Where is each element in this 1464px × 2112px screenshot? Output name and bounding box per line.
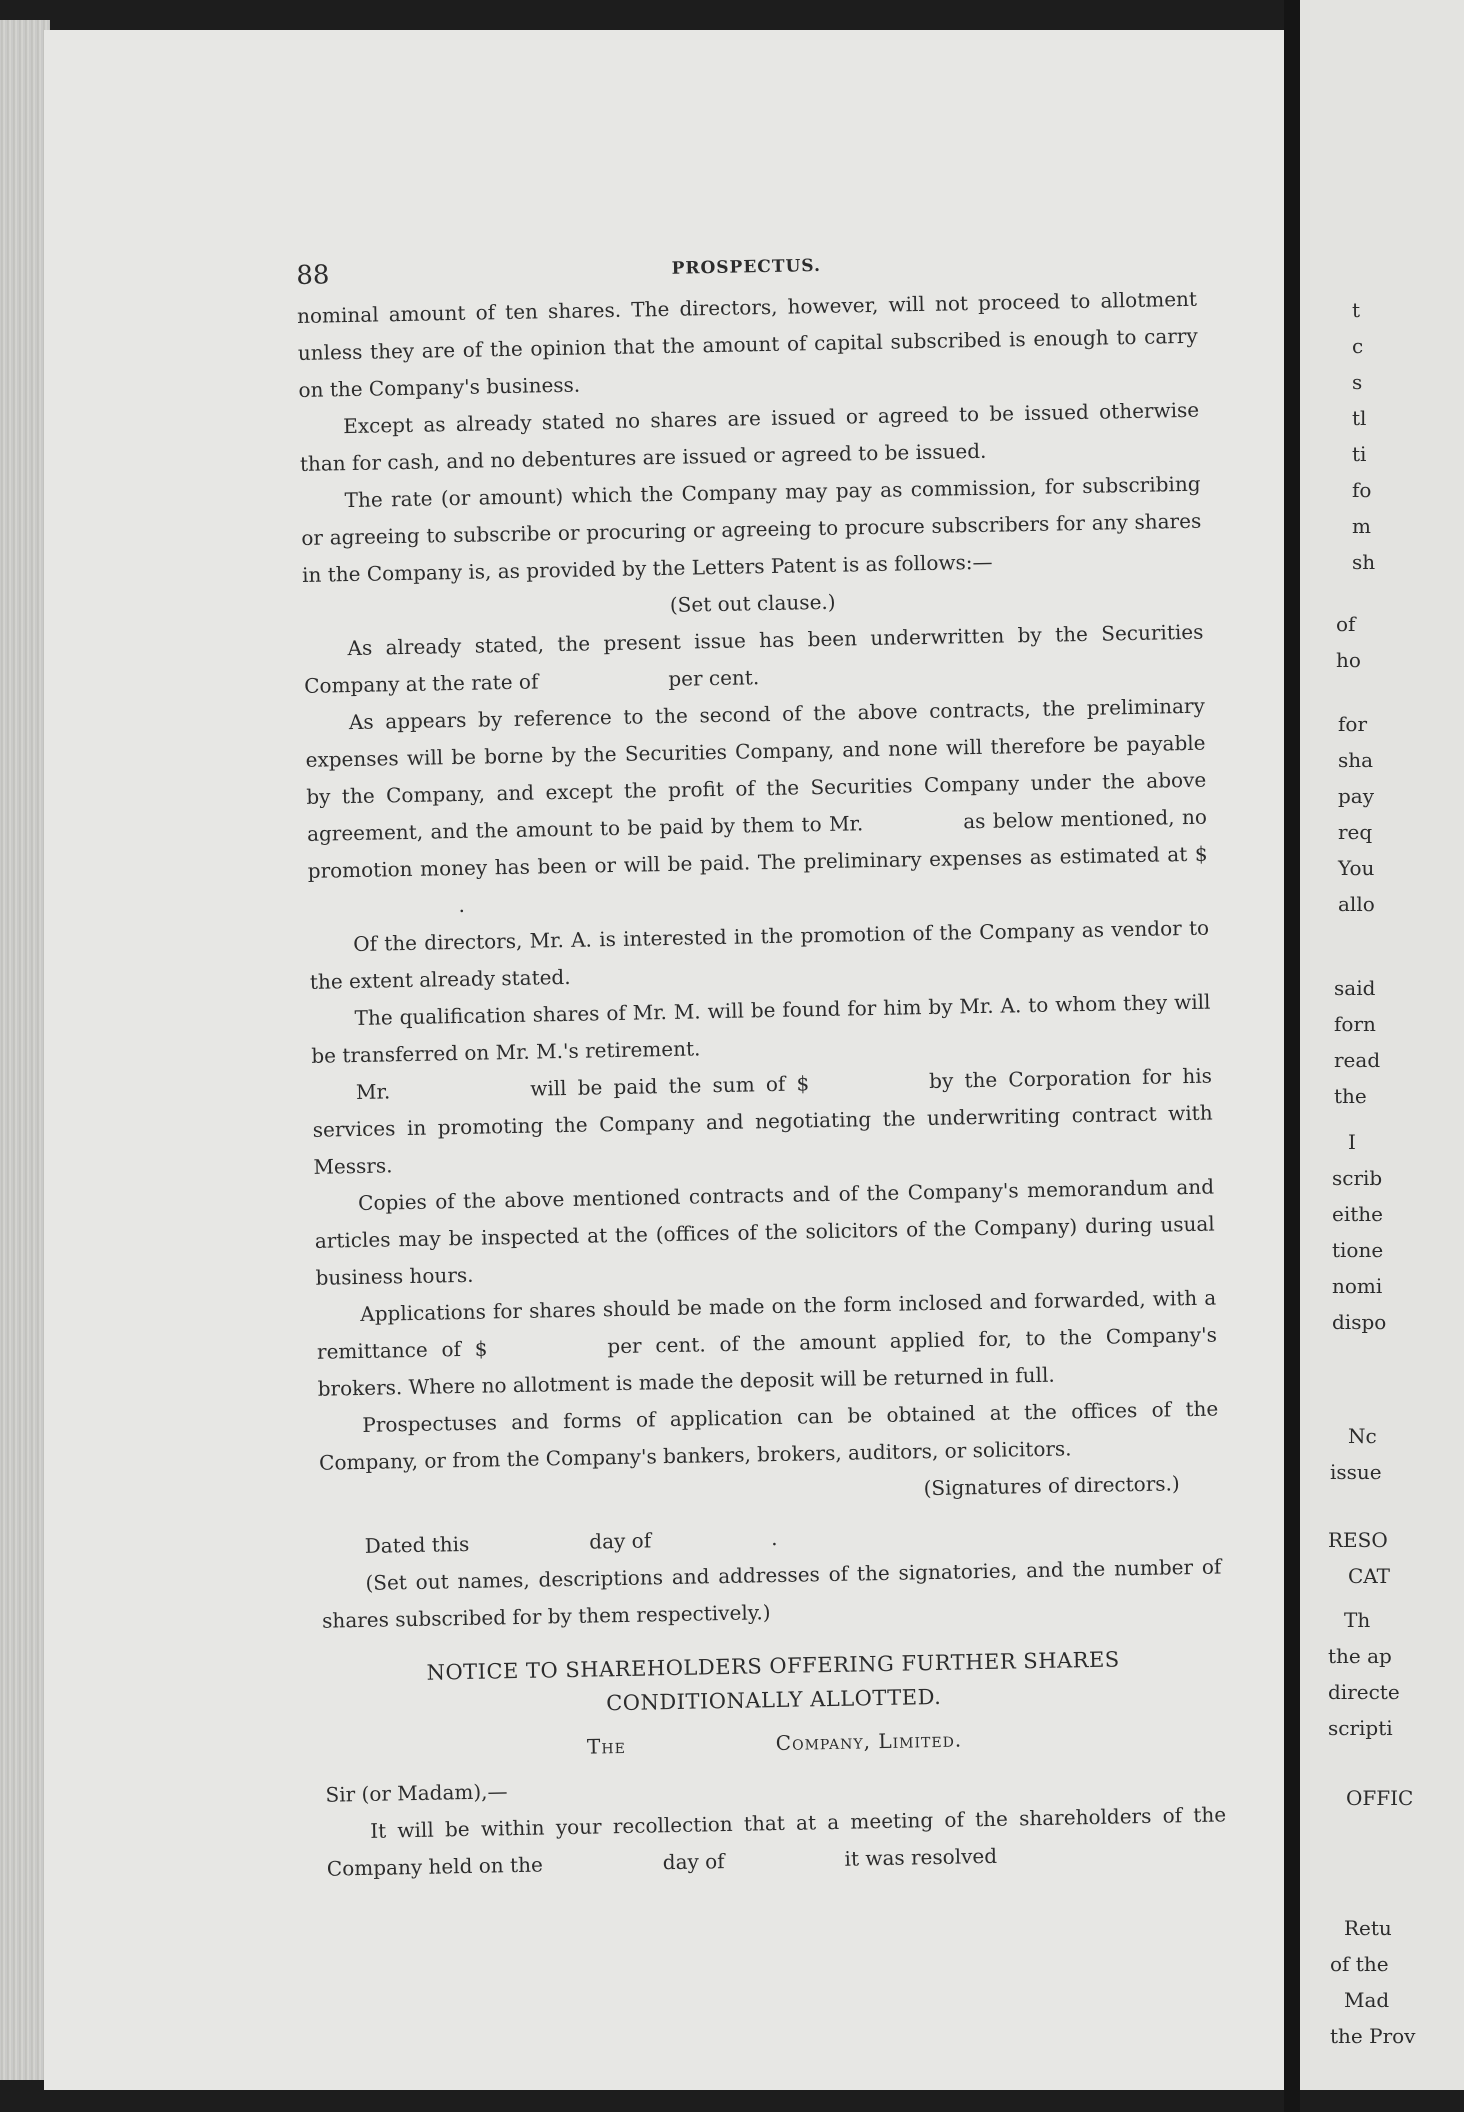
paragraph (312, 1058, 1214, 1186)
text-run: it was resolved (844, 1843, 998, 1871)
notice-title: NOTICE TO SHAREHOLDERS OFFERING FURTHER SHARES CONDITIONALLY ALLOTTED. (426, 1647, 1120, 1716)
facing-line: forn (1334, 1012, 1376, 1036)
book-gutter (1284, 0, 1300, 2112)
text-run: Applications for shares should be made on the form inclosed and forwarded, with a remittance of $ (316, 1285, 1217, 1364)
facing-line: for (1338, 712, 1368, 736)
text-run: will be paid the sum of $ (529, 1071, 810, 1101)
facing-line: issue (1330, 1460, 1382, 1484)
paragraph (316, 1280, 1218, 1408)
facing-line: tione (1332, 1238, 1384, 1262)
facing-line: OFFIC (1346, 1786, 1414, 1810)
facing-line: m (1352, 514, 1371, 538)
text-run: per cent. (668, 665, 760, 691)
facing-line: s (1352, 370, 1363, 394)
facing-line: t (1352, 298, 1361, 322)
facing-line: I (1348, 1130, 1356, 1154)
clause-note: (Set out clause.) (669, 589, 836, 617)
paragraph: nominal amount of ten shares. The directors, however, will not proceed to allotment unless they are of the opinion that the amount of capital subscribed is enough to carry on the Company's business. (296, 286, 1198, 402)
text-run: day of (589, 1528, 652, 1554)
text-run: per cent. of the amount applied for, to the Company's brokers. Where no allotment is made the deposit will be returned in full. (317, 1322, 1218, 1401)
paragraph: Of the directors, Mr. A. is interested in the promotion of the Company as vendor to the extent already stated. (309, 915, 1210, 994)
text-run: Company, Limited. (775, 1727, 963, 1756)
facing-line: directe (1328, 1680, 1400, 1704)
facing-line: said (1334, 976, 1376, 1000)
text-run: As already stated, the present issue has been underwritten by the Securities Company at the rate of (303, 619, 1204, 698)
prospectus-body (297, 281, 1227, 1888)
facing-line: CAT (1348, 1564, 1390, 1588)
text-run: Dated this (364, 1531, 470, 1558)
page-number: 88 (296, 260, 330, 291)
facing-line: ti (1352, 442, 1367, 466)
facing-line: read (1334, 1048, 1381, 1072)
signatures-note: (Signatures of directors.) (923, 1471, 1180, 1501)
facing-line: Th (1344, 1608, 1371, 1632)
book-page-edges (0, 20, 50, 2080)
salutation: Sir (or Madam),— (325, 1779, 508, 1807)
paragraph (305, 688, 1209, 927)
facing-line: Retu (1344, 1916, 1392, 1940)
facing-line: the Prov (1330, 2024, 1416, 2048)
facing-line: tl (1352, 406, 1367, 430)
text-run: by the Corporation for his services in promoting the Company and negotiating the underwriting contract with Messrs. (312, 1063, 1213, 1179)
facing-line: nomi (1332, 1274, 1383, 1298)
running-head: PROSPECTUS. (671, 255, 822, 279)
facing-line: RESO (1328, 1528, 1388, 1552)
paragraph: Prospectuses and forms of application can be obtained at the offices of the Company, or from the Company's bankers, brokers, auditors, or solicitors. (318, 1396, 1219, 1475)
facing-line: of (1336, 612, 1356, 636)
text-run: It will be within your recollection that at a meeting of the shareholders of the Company held on the (326, 1802, 1227, 1881)
text-run: as below mentioned, no promotion money has been or will be paid. The preliminary expenses as estimated at $ (307, 804, 1208, 883)
text-run: Mr. (355, 1079, 391, 1104)
facing-line: pay (1338, 784, 1375, 808)
paragraph: The qualification shares of Mr. M. will be found for him by Mr. A. to whom they will be transferred on Mr. M.'s retirement. (311, 989, 1211, 1068)
text-run: . (770, 1525, 778, 1551)
facing-line: allo (1338, 892, 1375, 916)
facing-line: sh (1352, 550, 1376, 574)
paragraph: (Set out names, descriptions and addresses of the signatories, and the number of shares subscribed for by them respectively.) (321, 1554, 1222, 1633)
facing-line: ho (1336, 648, 1361, 672)
facing-line: You (1338, 856, 1375, 880)
text-run: . (458, 892, 466, 917)
facing-line: fo (1352, 478, 1372, 502)
facing-line: the (1334, 1084, 1367, 1108)
text-run: As appears by reference to the second of the above contracts, the preliminary expenses will be borne by the Securities Company, and none will therefore be payable by the Company, and except the profit of the Securities Company under the above agreement, and the amount to be paid by them to Mr. (305, 693, 1207, 846)
facing-line: scripti (1328, 1716, 1393, 1740)
text-run: The (586, 1733, 627, 1759)
facing-line: Nc (1348, 1424, 1377, 1448)
facing-line: of the (1330, 1952, 1389, 1976)
paragraph: The rate (or amount) which the Company may pay as commission, for subscribing or agreeing to subscribe or procuring or agreeing to procure subscribers for any shares in the Company is, as provided by the Letters Patent is as follows:— (301, 471, 1202, 587)
facing-line: sha (1338, 748, 1374, 772)
text-run: day of (662, 1849, 725, 1875)
facing-line: dispo (1332, 1310, 1387, 1334)
facing-page (1300, 0, 1464, 2090)
facing-line: c (1352, 334, 1364, 358)
facing-line: Mad (1344, 1988, 1390, 2012)
paragraph: Except as already stated no shares are issued or agreed to be issued otherwise than for cash, and no debentures are issued or agreed to be issued. (299, 397, 1200, 476)
facing-line: the ap (1328, 1644, 1392, 1668)
facing-line: scrib (1332, 1166, 1383, 1190)
facing-line: req (1338, 820, 1373, 844)
paragraph: Copies of the above mentioned contracts and of the Company's memorandum and articles may be inspected at the (offices of the solicitors of the Company) during usual business hours. (314, 1174, 1215, 1290)
facing-line: eithe (1332, 1202, 1383, 1226)
